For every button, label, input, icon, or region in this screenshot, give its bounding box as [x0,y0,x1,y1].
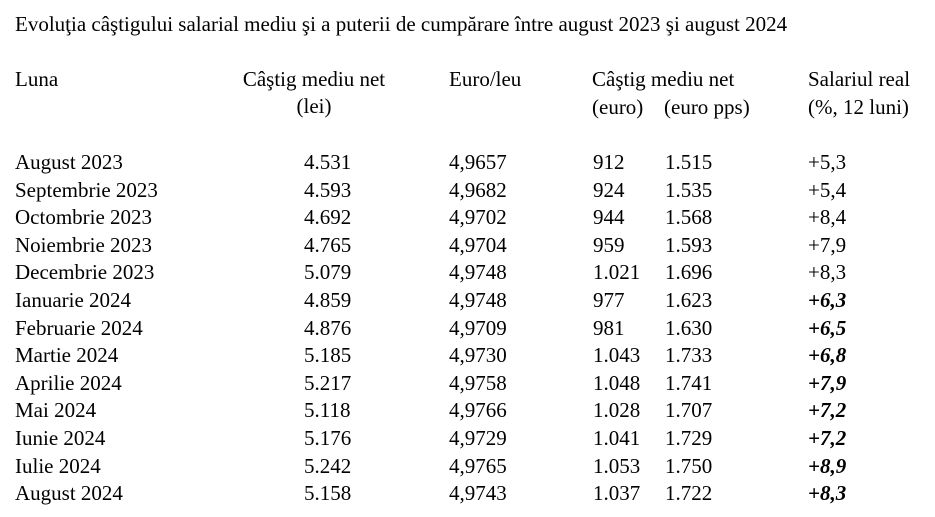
rate-cell: 4,9709 [449,315,507,340]
table-row [0,480,935,508]
table-row [0,370,935,398]
month-cell: Septembrie 2023 [15,177,158,202]
real-salary-cell: +5,4 [808,177,847,202]
month-cell: Decembrie 2023 [15,260,155,285]
real-salary-cell: +6,8 [808,343,847,368]
header-net-eur-line1: Câştig mediu net [592,67,735,91]
real-salary-cell: +7,2 [808,398,847,423]
table-row [0,149,935,177]
header-net-lei [230,66,398,120]
table-body [0,149,935,508]
net-eur-cell: 912 [593,150,625,174]
real-salary-cell: +8,3 [808,260,847,285]
real-salary-cell: +7,9 [808,370,847,395]
table-row [0,342,935,370]
month-cell: Martie 2024 [15,343,119,368]
net-pps-cell: 1.515 [665,150,713,174]
rate-cell: 4,9758 [449,370,507,395]
net-lei-cell: 5.118 [304,398,351,423]
month-cell: Februarie 2024 [15,315,143,340]
real-salary-cell: +8,9 [808,453,847,478]
net-lei-cell: 4.593 [304,177,352,202]
month-cell: Noiembrie 2023 [15,232,153,257]
header-real-line2: (%, 12 luni) [808,95,909,119]
rate-cell: 4,9766 [449,398,507,423]
rate-cell: 4,9765 [449,453,507,478]
net-eur-cell: 944 [593,205,625,230]
month-cell: Aprilie 2024 [15,370,122,395]
rate-cell: 4,9702 [449,205,507,230]
header-net-lei-line1: Câştig mediu net [242,67,386,91]
net-pps-cell: 1.535 [665,177,713,202]
real-salary-cell: +6,5 [808,315,847,340]
net-lei-cell: 5.185 [304,343,352,368]
net-pps-cell: 1.707 [665,398,713,423]
header-month: Luna [15,67,59,91]
table-row [0,453,935,481]
header-rate: Euro/leu [449,67,522,91]
month-cell: Iulie 2024 [15,453,101,478]
net-pps-cell: 1.750 [665,453,713,478]
real-salary-cell: +8,4 [808,205,847,230]
net-pps-cell: 1.733 [665,343,713,368]
month-cell: Iunie 2024 [15,425,106,450]
header-net-pps-sub: (euro pps) [664,95,750,119]
header-real-line1: Salariul real [808,67,911,91]
header-net-eur-sub: (euro) [592,95,644,119]
net-pps-cell: 1.722 [665,481,713,506]
net-lei-cell: 4.531 [304,150,352,174]
net-pps-cell: 1.623 [665,287,713,312]
rate-cell: 4,9704 [449,232,507,257]
net-pps-cell: 1.741 [665,370,713,395]
net-eur-cell: 977 [593,287,625,312]
net-eur-cell: 1.041 [593,425,641,450]
table-row [0,232,935,260]
net-lei-cell: 5.242 [304,453,352,478]
month-cell: Ianuarie 2024 [15,287,132,312]
real-salary-cell: +7,2 [808,425,847,450]
net-eur-cell: 1.053 [593,453,641,478]
net-lei-cell: 5.158 [304,481,352,506]
rate-cell: 4,9682 [449,177,507,202]
rate-cell: 4,9729 [449,425,507,450]
real-salary-cell: +7,9 [808,232,847,257]
header-net-lei-line2: (lei) [296,94,332,118]
month-cell: August 2024 [15,481,123,506]
net-eur-cell: 981 [593,315,625,340]
net-eur-cell: 1.043 [593,343,641,368]
month-cell: Octombrie 2023 [15,205,153,230]
month-cell: Mai 2024 [15,398,97,423]
rate-cell: 4,9743 [449,481,507,506]
table-row [0,287,935,315]
net-lei-cell: 5.079 [304,260,352,285]
net-lei-cell: 4.859 [304,287,352,312]
net-lei-cell: 4.765 [304,232,352,257]
net-eur-cell: 1.028 [593,398,641,423]
table-row [0,259,935,287]
table-row [0,315,935,343]
net-pps-cell: 1.593 [665,232,713,257]
rate-cell: 4,9748 [449,260,507,285]
real-salary-cell: +5,3 [808,150,847,174]
table-row [0,397,935,425]
rate-cell: 4,9730 [449,343,507,368]
net-lei-cell: 5.176 [304,425,352,450]
net-pps-cell: 1.630 [665,315,713,340]
table-row [0,177,935,205]
table-row [0,425,935,453]
net-lei-cell: 4.692 [304,205,352,230]
rate-cell: 4,9657 [449,150,507,174]
net-eur-cell: 1.048 [593,370,641,395]
month-cell: August 2023 [15,150,123,174]
net-pps-cell: 1.729 [665,425,713,450]
net-pps-cell: 1.568 [665,205,713,230]
net-lei-cell: 4.876 [304,315,352,340]
rate-cell: 4,9748 [449,287,507,312]
table-row [0,204,935,232]
net-lei-cell: 5.217 [304,370,352,395]
real-salary-cell: +6,3 [808,287,847,312]
net-pps-cell: 1.696 [665,260,713,285]
table-title: Evoluţia câştigului salarial mediu şi a puterii de cumpărare între august 2023 şi august 2024 [15,12,788,36]
real-salary-cell: +8,3 [808,481,847,506]
net-eur-cell: 1.021 [593,260,641,285]
net-eur-cell: 1.037 [593,481,641,506]
net-eur-cell: 959 [593,232,625,257]
net-eur-cell: 924 [593,177,625,202]
